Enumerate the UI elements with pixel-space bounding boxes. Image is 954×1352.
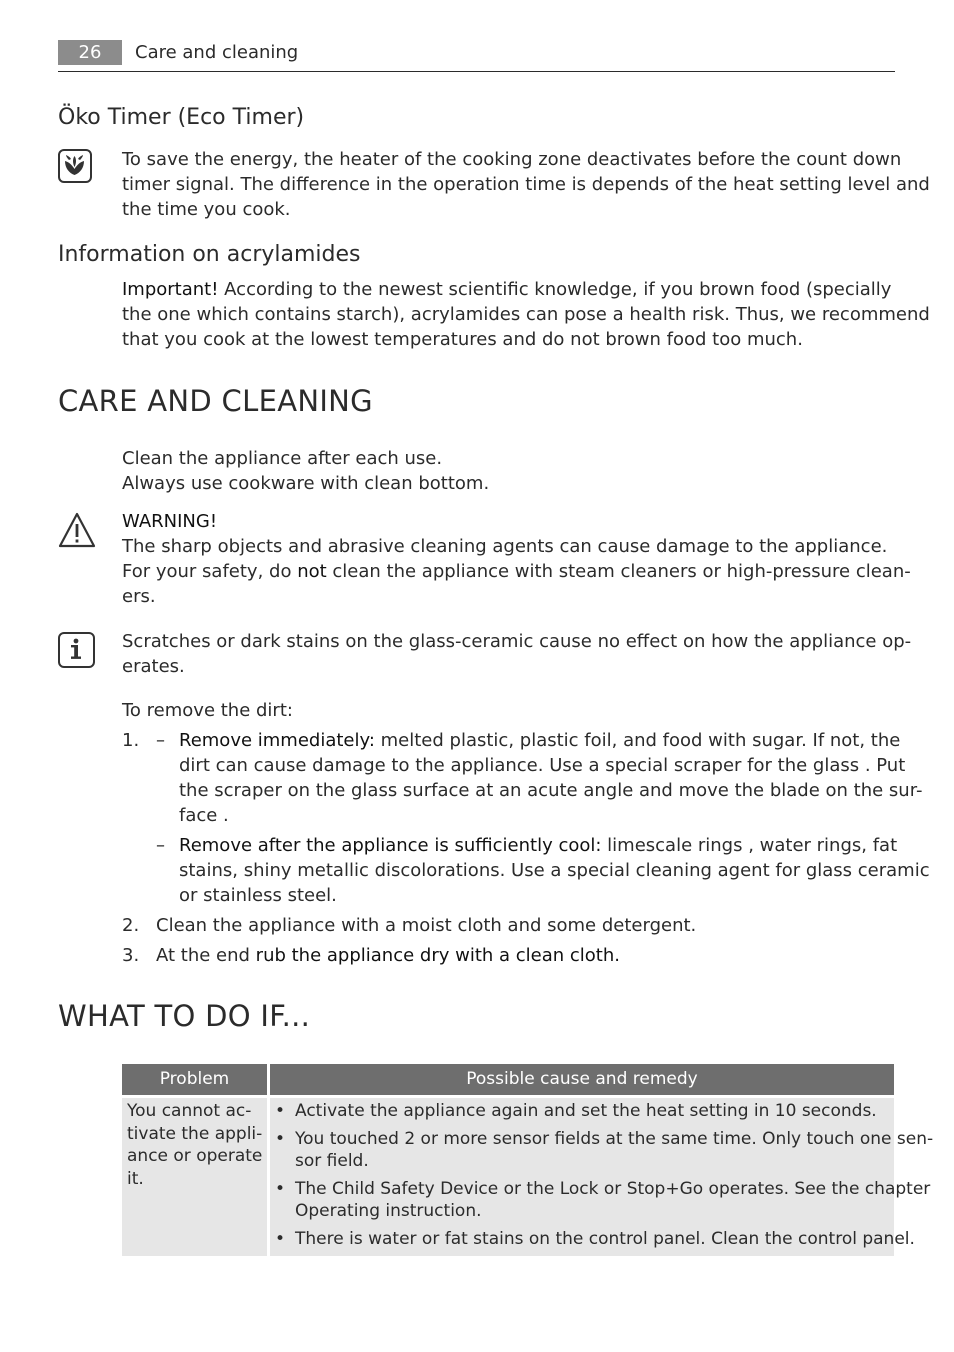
- text-line: dirt can cause damage to the appliance. Use a special scraper for the glass . Put: [179, 755, 906, 776]
- dash-marker: –: [156, 835, 165, 856]
- text-line: To save the energy, the heater of the cooking zone deactivates before the count down: [122, 149, 902, 170]
- problem-cell: [122, 1098, 267, 1256]
- warning-triangle-icon: [57, 511, 97, 549]
- column-header-problem: Problem: [122, 1064, 267, 1095]
- text-line: face .: [179, 805, 229, 826]
- text-span: clean the appliance with steam cleaners or high-pressure clean-: [326, 561, 911, 582]
- care-intro: [122, 446, 897, 496]
- page-number: 26: [58, 40, 122, 65]
- text-line: Always use cookware with clean bottom.: [122, 473, 490, 494]
- text-line: that you cook at the lowest temperatures and do not brown food too much.: [122, 329, 803, 350]
- text-line: tivate the appli-: [127, 1123, 263, 1144]
- step3-text: [156, 943, 931, 968]
- column-header-remedy: Possible cause and remedy: [270, 1064, 894, 1095]
- list-item: [271, 1178, 931, 1223]
- text-line: the time you cook.: [122, 199, 291, 220]
- warning-title: WARNING!: [122, 511, 218, 532]
- text-line: ance or operate: [127, 1146, 263, 1166]
- remedy-cell: [270, 1098, 934, 1256]
- text-line: the scraper on the glass surface at an acute angle and move the blade on the sur-: [179, 780, 923, 801]
- text-line: sor field.: [295, 1151, 369, 1171]
- troubleshoot-heading: WHAT TO DO IF...: [58, 999, 311, 1033]
- step-number: 2.: [122, 915, 140, 936]
- text-line: • The Child Safety Device or the Lock or Stop+Go operates. See the chapter: [295, 1178, 931, 1199]
- text-line: timer signal. The difference in the operation time is depends of the heat setting level and: [122, 174, 930, 195]
- text-line: Operating instruction.: [295, 1201, 482, 1221]
- list-item: [271, 1228, 915, 1251]
- important-label: Important!: [122, 279, 219, 300]
- text-span: For your safety, do: [122, 561, 298, 582]
- text-line: Scratches or dark stains on the glass-ceramic cause no effect on how the appliance op-: [122, 631, 912, 652]
- text-line: The sharp objects and abrasive cleaning agents can cause damage to the appliance.: [122, 536, 888, 557]
- text-line: or stainless steel.: [179, 885, 337, 906]
- info-icon: [58, 632, 95, 668]
- step1-item-a: [179, 728, 923, 828]
- info-text: [122, 629, 912, 679]
- step-number: 1.: [122, 730, 140, 751]
- header-divider: [58, 71, 895, 72]
- emphasis-label: Remove immediately:: [179, 730, 375, 751]
- text-line: stains, shiny metallic discolorations. Use a special cleaning agent for glass ceramic: [179, 860, 930, 881]
- dash-marker: –: [156, 730, 165, 751]
- list-item: [271, 1128, 934, 1173]
- remove-intro: To remove the dirt:: [122, 700, 293, 721]
- text-line: You cannot ac-: [127, 1101, 252, 1121]
- text-line: • Activate the appliance again and set the heat setting in 10 seconds.: [295, 1101, 877, 1121]
- text-line: Clean the appliance after each use.: [122, 448, 443, 469]
- text-line: ers.: [122, 586, 156, 607]
- care-heading: CARE AND CLEANING: [58, 384, 373, 418]
- text-span: At the end: [156, 945, 256, 966]
- warning-block: [122, 509, 911, 609]
- text-span: limescale rings , water rings, fat: [601, 835, 898, 856]
- eco-timer-heading: Öko Timer (Eco Timer): [58, 105, 305, 130]
- step1-item-b: [179, 833, 930, 908]
- step-number: 3.: [122, 945, 140, 966]
- text-line: • You touched 2 or more sensor fields at the same time. Only touch one sen-: [295, 1128, 934, 1149]
- text-span: melted plastic, plastic foil, and food with sugar. If not, the: [374, 730, 901, 751]
- eco-leaf-icon: [58, 149, 92, 183]
- running-header: Care and cleaning: [135, 42, 299, 63]
- text-line: According to the newest scientific knowledge, if you brown food (specially: [218, 279, 892, 300]
- emphasis-not: not: [297, 561, 327, 582]
- eco-timer-text: [122, 147, 930, 222]
- emphasis-label: Remove after the appliance is sufficiently cool:: [179, 835, 602, 856]
- text-line: erates.: [122, 656, 185, 677]
- step2-text: Clean the appliance with a moist cloth and some detergent.: [156, 915, 697, 936]
- acrylamides-text: [122, 277, 930, 352]
- list-item: [271, 1100, 894, 1123]
- emphasis-label: rub the appliance dry with a clean cloth.: [255, 945, 620, 966]
- text-line: the one which contains starch), acrylamides can pose a health risk. Thus, we recommend: [122, 304, 930, 325]
- text-line: • There is water or fat stains on the control panel. Clean the control panel.: [295, 1228, 915, 1249]
- text-line: it.: [127, 1168, 144, 1189]
- acrylamides-heading: Information on acrylamides: [58, 242, 361, 267]
